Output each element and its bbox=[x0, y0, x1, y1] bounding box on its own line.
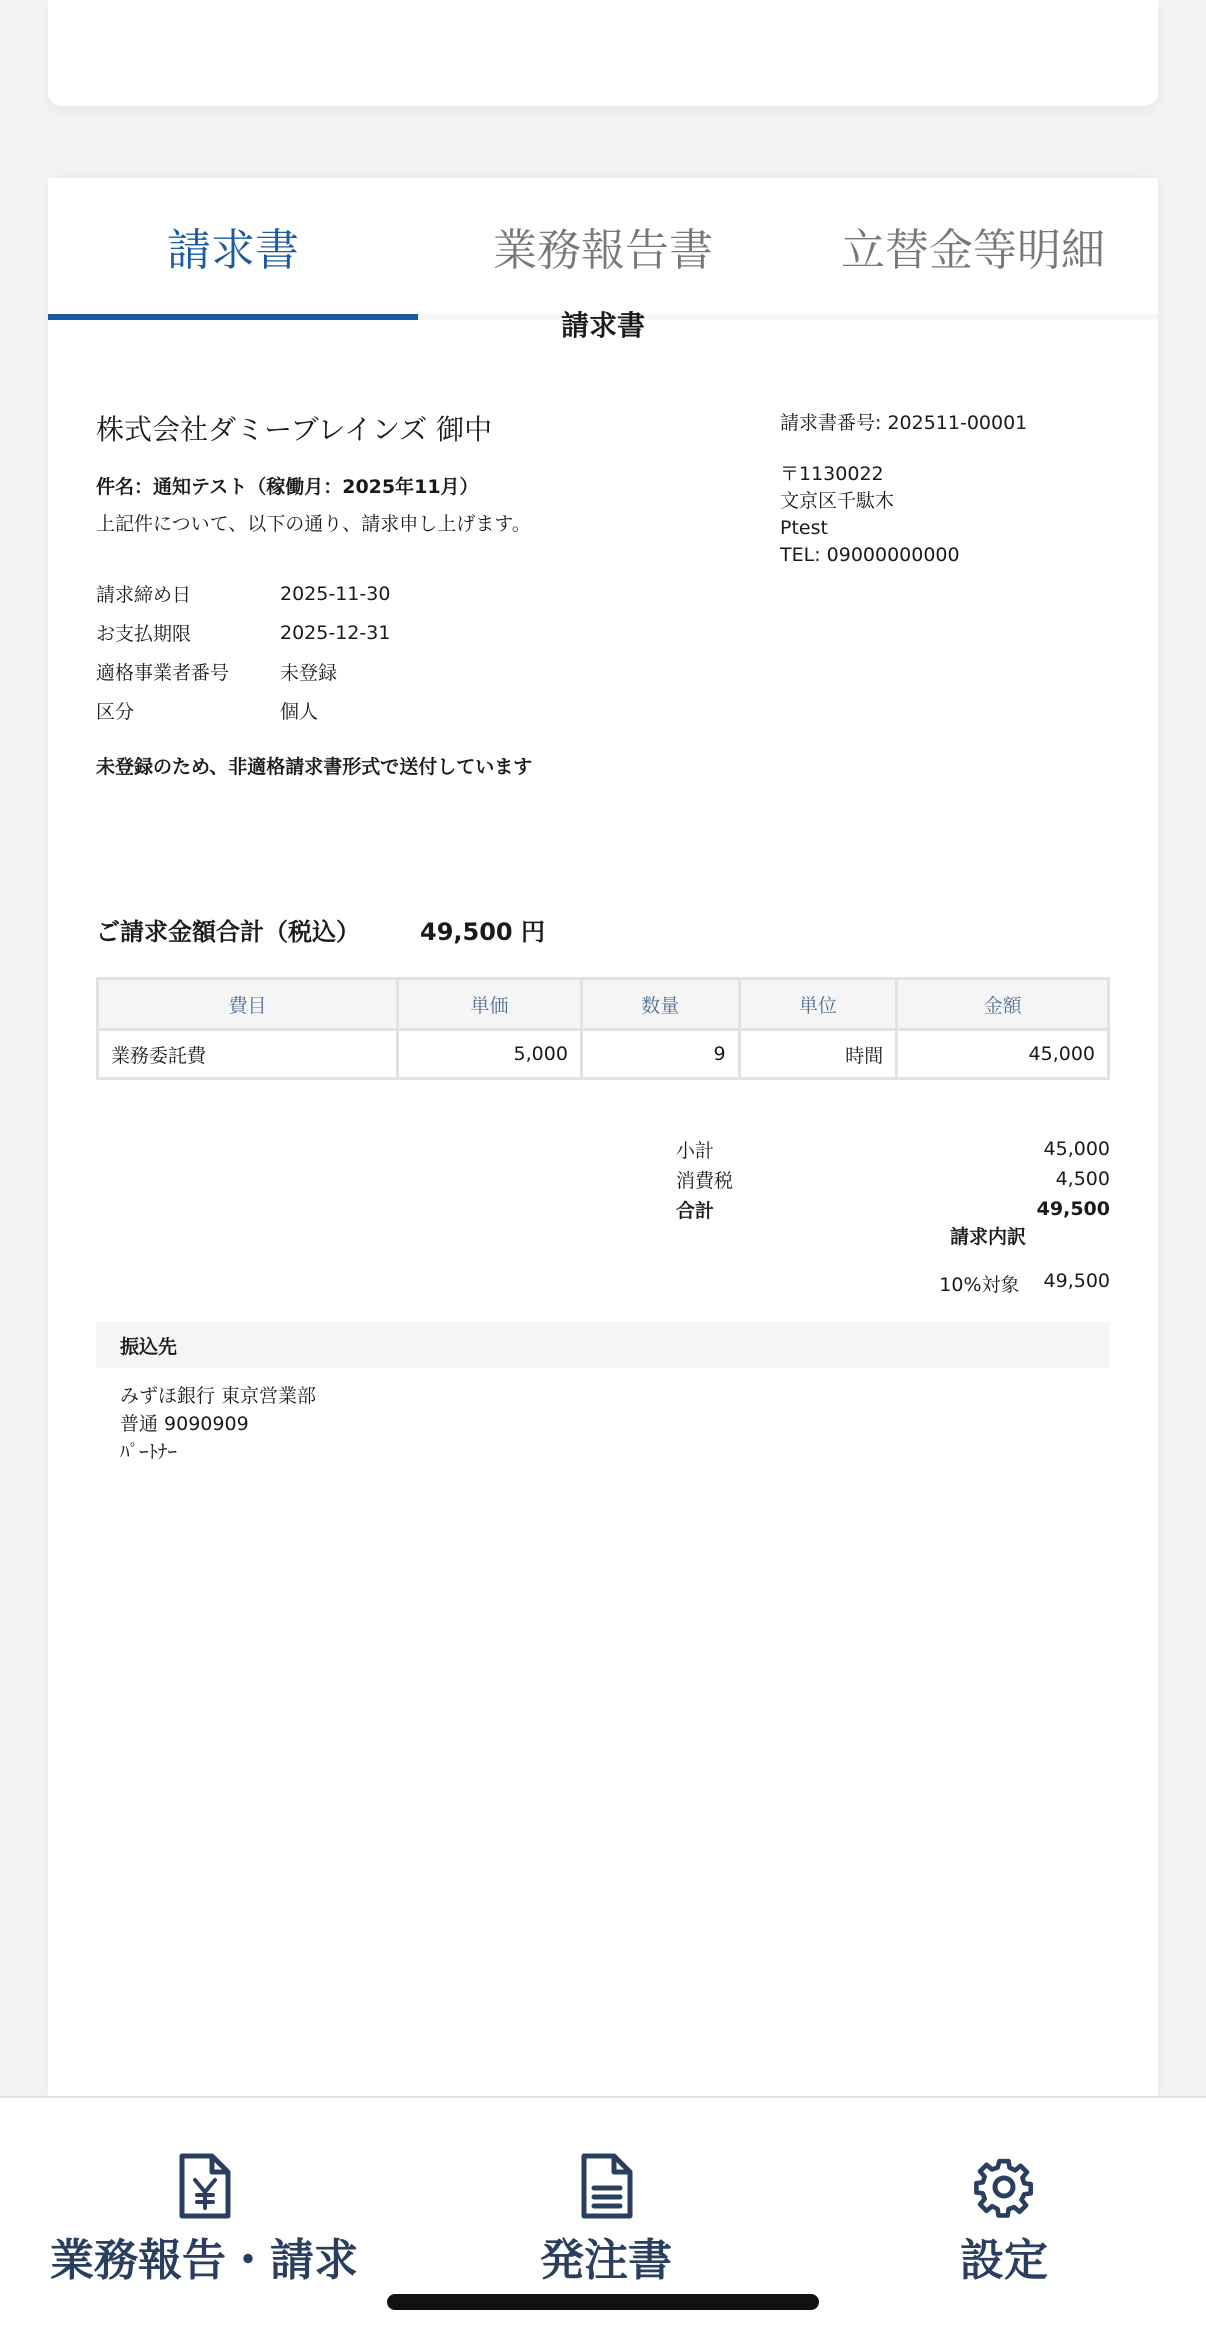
meta-due-date bbox=[96, 613, 756, 652]
nav-settings[interactable] bbox=[960, 2152, 1048, 2288]
document-icon bbox=[574, 2152, 638, 2220]
document-title: 請求書 bbox=[560, 309, 645, 342]
meta-value: 未登録 bbox=[280, 662, 338, 684]
bank-heading: 振込先 bbox=[96, 1322, 1110, 1368]
client-name: 株式会社ダミーブレインズ 御中 bbox=[96, 413, 493, 446]
tax-label: 消費税 bbox=[676, 1169, 734, 1192]
meta-registration-number bbox=[96, 652, 756, 691]
meta-key: 適格事業者番号 bbox=[96, 662, 230, 684]
meta-category bbox=[96, 691, 756, 730]
nav-work-report-invoice[interactable] bbox=[50, 2152, 358, 2288]
nav-purchase-order[interactable] bbox=[540, 2152, 672, 2288]
home-indicator bbox=[387, 2294, 819, 2310]
sender-name: Ptest bbox=[780, 517, 828, 539]
grand-total-label: 合計 bbox=[676, 1199, 715, 1222]
totals-summary bbox=[676, 1134, 1110, 1224]
tab-work-report[interactable]: 業務報告書 bbox=[493, 225, 713, 276]
breakdown-label: 10%対象 bbox=[939, 1274, 1020, 1296]
table-row bbox=[99, 1031, 1107, 1077]
cell-quantity: 9 bbox=[583, 1031, 738, 1077]
meta-value: 個人 bbox=[280, 701, 319, 723]
invoice-header-left bbox=[96, 408, 756, 779]
non-qualified-notice: 未登録のため、非適格請求書形式で送付しています bbox=[96, 756, 533, 778]
bank-name: みずほ銀行 東京営業部 bbox=[120, 1385, 317, 1407]
invoice-number: 請求書番号: 202511-00001 bbox=[780, 412, 1028, 434]
cell-unit-price: 5,000 bbox=[399, 1031, 580, 1077]
invoice-meta bbox=[96, 574, 756, 730]
invoice-card bbox=[48, 178, 1158, 2098]
items-table bbox=[96, 977, 1110, 1080]
cell-unit: 時間 bbox=[741, 1031, 896, 1077]
nav-label: 業務報告・請求 bbox=[50, 2235, 358, 2286]
tax-row bbox=[676, 1164, 1110, 1194]
breakdown-value: 49,500 bbox=[1043, 1270, 1110, 1292]
col-header-unit: 単位 bbox=[741, 980, 896, 1028]
bank-account: 普通 9090909 bbox=[120, 1413, 249, 1435]
col-header-unit-price: 単価 bbox=[399, 980, 580, 1028]
col-header-item: 費目 bbox=[99, 980, 396, 1028]
meta-value: 2025-12-31 bbox=[280, 621, 391, 644]
tab-expense-details[interactable]: 立替金等明細 bbox=[841, 225, 1105, 276]
tax-value: 4,500 bbox=[1055, 1168, 1110, 1190]
top-card bbox=[48, 0, 1158, 106]
meta-key: お支払期限 bbox=[96, 623, 192, 645]
breakdown-row bbox=[939, 1270, 1110, 1297]
cell-amount: 45,000 bbox=[898, 1031, 1107, 1077]
bank-details bbox=[120, 1382, 316, 1466]
col-header-amount: 金額 bbox=[898, 980, 1107, 1028]
subtotal-label: 小計 bbox=[676, 1139, 715, 1162]
intro-text: 上記件について、以下の通り、請求申し上げます。 bbox=[96, 513, 531, 535]
meta-key: 請求締め日 bbox=[96, 584, 192, 606]
table-header-row bbox=[99, 980, 1107, 1028]
breakdown-title: 請求内訳 bbox=[949, 1226, 1026, 1248]
invoice-header-right bbox=[780, 410, 1110, 569]
nav-label: 発注書 bbox=[540, 2235, 672, 2286]
total-label: ご請求金額合計（税込） bbox=[96, 918, 360, 946]
bank-holder: ﾊﾟｰﾄﾅｰ bbox=[120, 1441, 178, 1463]
col-header-quantity: 数量 bbox=[583, 980, 738, 1028]
subject: 件名：通知テスト（稼働月：2025年11月） bbox=[96, 476, 479, 498]
meta-value: 2025-11-30 bbox=[280, 582, 391, 605]
total-amount: 49,500 円 bbox=[420, 918, 545, 946]
grand-total-row bbox=[676, 1194, 1110, 1224]
total-amount-line bbox=[96, 912, 545, 947]
subtotal-row bbox=[676, 1134, 1110, 1164]
tab-invoice[interactable]: 請求書 bbox=[48, 178, 418, 314]
document-tabs bbox=[48, 178, 1158, 320]
meta-key: 区分 bbox=[96, 701, 135, 723]
gear-icon bbox=[972, 2152, 1036, 2220]
yen-document-icon bbox=[172, 2152, 236, 2220]
sender-address: 文京区千駄木 bbox=[780, 490, 895, 512]
cell-item: 業務委託費 bbox=[99, 1031, 396, 1077]
nav-label: 設定 bbox=[960, 2235, 1048, 2286]
subtotal-value: 45,000 bbox=[1043, 1138, 1110, 1160]
sender-postal: 〒1130022 bbox=[780, 463, 884, 485]
grand-total-value: 49,500 bbox=[1036, 1198, 1110, 1220]
meta-closing-date bbox=[96, 574, 756, 613]
sender-tel: TEL: 09000000000 bbox=[780, 544, 960, 566]
